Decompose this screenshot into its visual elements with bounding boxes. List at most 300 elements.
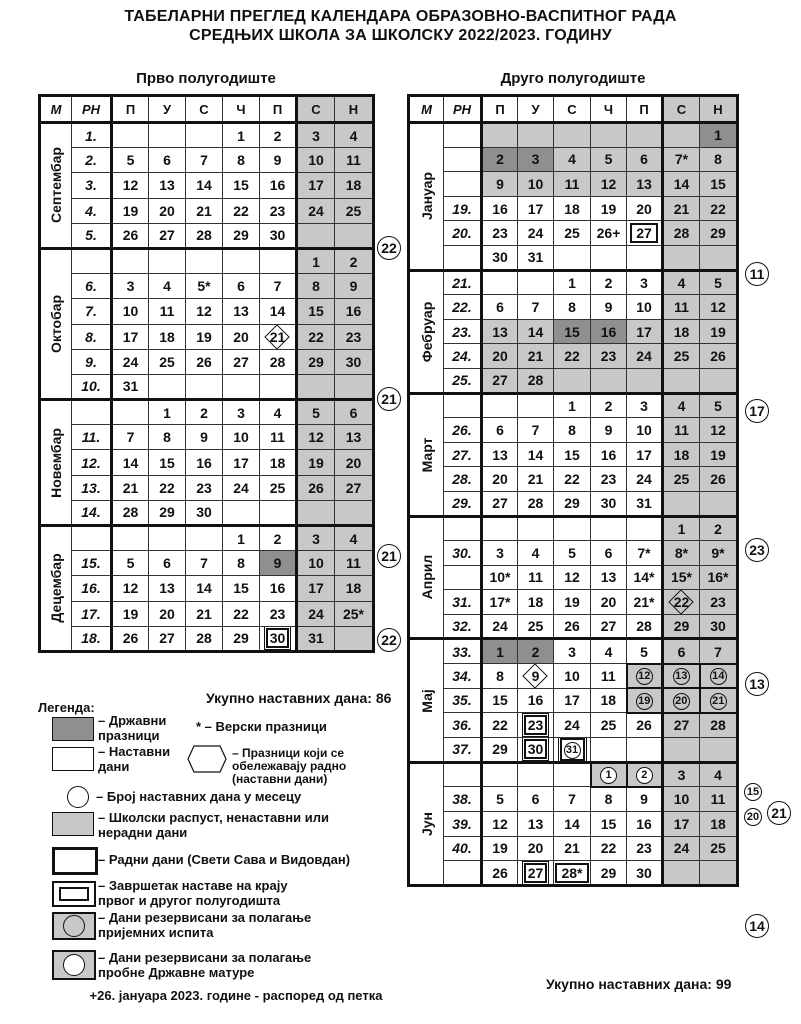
day-cell: 13 bbox=[335, 425, 374, 450]
day-cell: 26 bbox=[112, 223, 149, 248]
day-cell: 27 bbox=[482, 368, 518, 393]
day-cell: 31 bbox=[112, 374, 149, 399]
week-row bbox=[409, 590, 738, 615]
second-half-total bbox=[546, 976, 731, 992]
day-cell: 11 bbox=[518, 565, 554, 590]
legend-work-days: – Радни дани (Свети Сава и Видовдан) bbox=[98, 852, 351, 867]
day-cell: 28 bbox=[260, 349, 297, 374]
day-cell: 15 bbox=[223, 576, 260, 601]
day-cell: 24 bbox=[627, 344, 663, 369]
week-row bbox=[409, 368, 738, 393]
day-cell: 2 bbox=[591, 393, 627, 418]
day-cell: 15 bbox=[297, 299, 335, 324]
day-cell: 14 bbox=[112, 450, 149, 475]
day-cell bbox=[591, 123, 627, 148]
day-cell: 28 bbox=[518, 368, 554, 393]
day-cell: 24 bbox=[223, 475, 260, 500]
title-line-2: СРЕДЊИХ ШКОЛА ЗА ШКОЛСКУ 2022/2023. ГОДИНУ bbox=[189, 27, 612, 44]
week-row bbox=[40, 198, 374, 223]
day-cell: 18 bbox=[260, 450, 297, 475]
legend-school-break: – Школски распуст, ненаставни или нерадни дани bbox=[98, 810, 329, 840]
month-count-circle: 21 bbox=[377, 544, 401, 568]
day-cell: 17 bbox=[297, 173, 335, 198]
day-cell bbox=[335, 223, 374, 248]
day-cell bbox=[186, 526, 223, 551]
day-cell: 31 bbox=[554, 737, 591, 762]
week-number: 21. bbox=[444, 270, 482, 295]
day-cell: 20 bbox=[335, 450, 374, 475]
day-cell: 10 bbox=[663, 787, 700, 812]
day-cell bbox=[482, 123, 518, 148]
legend-count-days-text: Број наставних дана у месецу bbox=[106, 789, 302, 804]
day-cell: 21 bbox=[700, 688, 738, 713]
day-cell: 28 bbox=[663, 221, 700, 246]
day-cell: 17 bbox=[627, 319, 663, 344]
week-number: 4. bbox=[72, 198, 112, 223]
day-cell: 17 bbox=[112, 324, 149, 349]
day-cell: 18 bbox=[335, 576, 374, 601]
week-number: 15. bbox=[72, 551, 112, 576]
day-cell bbox=[663, 123, 700, 148]
day-cell: 6 bbox=[149, 148, 186, 173]
day-cell: 2 bbox=[518, 639, 554, 664]
day-cell bbox=[260, 248, 297, 273]
day-cell bbox=[627, 737, 663, 762]
day-cell: 11 bbox=[700, 787, 738, 812]
day-cell: 30 bbox=[518, 737, 554, 762]
day-cell: 7 bbox=[518, 418, 554, 443]
day-cell: 13 bbox=[518, 812, 554, 837]
day-cell: 24 bbox=[112, 349, 149, 374]
day-cell: 26 bbox=[627, 713, 663, 738]
day-cell bbox=[335, 374, 374, 399]
week-row bbox=[40, 576, 374, 601]
day-cell: 30 bbox=[700, 614, 738, 639]
month-label: Фебруар bbox=[409, 270, 444, 393]
day-cell: 19 bbox=[627, 688, 663, 713]
day-cell: 15 bbox=[554, 442, 591, 467]
month-count-circle: 13 bbox=[745, 672, 769, 696]
day-cell: 29 bbox=[223, 223, 260, 248]
day-cell: 20 bbox=[627, 196, 663, 221]
day-cell: 15 bbox=[149, 450, 186, 475]
day-cell: 6 bbox=[482, 418, 518, 443]
day-cell: 27 bbox=[223, 349, 260, 374]
day-cell: 12 bbox=[591, 172, 627, 197]
day-cell: 23 bbox=[700, 590, 738, 615]
day-cell: 14 bbox=[518, 319, 554, 344]
day-cell: 12 bbox=[112, 173, 149, 198]
day-cell bbox=[149, 374, 186, 399]
day-cell: 17* bbox=[482, 590, 518, 615]
day-cell: 3 bbox=[223, 400, 260, 425]
day-cell: 9* bbox=[700, 541, 738, 566]
week-row bbox=[409, 762, 738, 787]
legend-exam-swatch bbox=[52, 912, 96, 940]
week-number bbox=[444, 861, 482, 886]
week-row bbox=[409, 836, 738, 861]
week-row bbox=[409, 713, 738, 738]
day-cell bbox=[518, 516, 554, 541]
day-cell: 3 bbox=[627, 270, 663, 295]
month-label: Октобар bbox=[40, 248, 72, 399]
week-row bbox=[40, 223, 374, 248]
day-cell bbox=[112, 526, 149, 551]
week-number bbox=[444, 172, 482, 197]
day-cell: 26+ bbox=[591, 221, 627, 246]
day-cell: 13 bbox=[149, 173, 186, 198]
day-cell: 7 bbox=[186, 551, 223, 576]
day-cell: 14 bbox=[518, 442, 554, 467]
day-cell: 26 bbox=[700, 467, 738, 492]
day-cell: 10 bbox=[518, 172, 554, 197]
day-cell: 12 bbox=[554, 565, 591, 590]
week-row bbox=[409, 221, 738, 246]
day-cell: 15 bbox=[554, 319, 591, 344]
month-label: Новембар bbox=[40, 400, 72, 526]
day-cell: 19 bbox=[591, 196, 627, 221]
day-cell: 2 bbox=[627, 762, 663, 787]
day-cell: 20 bbox=[663, 688, 700, 713]
day-cell: 10 bbox=[112, 299, 149, 324]
day-cell: 4 bbox=[663, 270, 700, 295]
legend-entrance-exams: – Дани резервисани за полагање пријемних испита bbox=[98, 910, 312, 940]
day-cell: 1 bbox=[223, 526, 260, 551]
day-cell bbox=[112, 248, 149, 273]
day-cell: 29 bbox=[591, 861, 627, 886]
day-cell: 18 bbox=[663, 319, 700, 344]
day-cell bbox=[482, 516, 518, 541]
week-number: 12. bbox=[72, 450, 112, 475]
week-number: 7. bbox=[72, 299, 112, 324]
day-cell: 9 bbox=[186, 425, 223, 450]
week-row bbox=[40, 173, 374, 198]
day-cell: 22 bbox=[591, 836, 627, 861]
day-cell: 20 bbox=[223, 324, 260, 349]
month-count-circle: 21 bbox=[377, 387, 401, 411]
day-cell: 6 bbox=[149, 551, 186, 576]
legend-matura-text: Дани резервисани за полагање пробне Државне матуре bbox=[98, 950, 312, 980]
day-cell: 8 bbox=[149, 425, 186, 450]
week-number: 23. bbox=[444, 319, 482, 344]
day-cell: 11 bbox=[591, 664, 627, 689]
day-cell: 9 bbox=[591, 295, 627, 320]
day-cell: 27 bbox=[335, 475, 374, 500]
week-row bbox=[409, 491, 738, 516]
day-cell: 16 bbox=[260, 173, 297, 198]
month-label: Април bbox=[409, 516, 444, 639]
week-number: 11. bbox=[72, 425, 112, 450]
second-half-title: Друго полугодиште bbox=[500, 70, 646, 87]
day-cell bbox=[149, 248, 186, 273]
day-cell: 21 bbox=[554, 836, 591, 861]
day-cell: 30 bbox=[482, 245, 518, 270]
month-label: Март bbox=[409, 393, 444, 516]
day-cell bbox=[554, 123, 591, 148]
month-count-circle-small: 15 bbox=[744, 783, 762, 801]
day-cell: 24 bbox=[627, 467, 663, 492]
week-row bbox=[409, 196, 738, 221]
day-cell: 26 bbox=[297, 475, 335, 500]
day-cell: 20 bbox=[591, 590, 627, 615]
day-cell: 27 bbox=[518, 861, 554, 886]
day-cell bbox=[663, 245, 700, 270]
week-row bbox=[409, 393, 738, 418]
day-cell: 23 bbox=[518, 713, 554, 738]
day-cell: 2 bbox=[335, 248, 374, 273]
header-day: П bbox=[260, 96, 297, 123]
day-cell: 5 bbox=[627, 639, 663, 664]
day-cell: 2 bbox=[260, 526, 297, 551]
day-cell: 11 bbox=[663, 418, 700, 443]
day-cell: 10* bbox=[482, 565, 518, 590]
day-cell: 12 bbox=[482, 812, 518, 837]
day-cell: 31 bbox=[627, 491, 663, 516]
day-cell: 20 bbox=[482, 344, 518, 369]
header-day: Н bbox=[335, 96, 374, 123]
week-number: 35. bbox=[444, 688, 482, 713]
legend-count-days: – Број наставних дана у месецу bbox=[96, 789, 302, 804]
day-cell bbox=[335, 500, 374, 525]
week-number: 3. bbox=[72, 173, 112, 198]
header-day: С bbox=[186, 96, 223, 123]
day-cell bbox=[260, 374, 297, 399]
day-cell bbox=[223, 374, 260, 399]
day-cell bbox=[663, 737, 700, 762]
header-rn: РН bbox=[72, 96, 112, 123]
day-cell: 15 bbox=[223, 173, 260, 198]
day-cell: 16 bbox=[482, 196, 518, 221]
day-cell: 6 bbox=[223, 274, 260, 299]
day-cell: 1 bbox=[700, 123, 738, 148]
day-cell bbox=[223, 248, 260, 273]
day-cell bbox=[149, 526, 186, 551]
day-cell: 21 bbox=[518, 344, 554, 369]
legend-matura: – Дани резервисани за полагање пробне Државне матуре bbox=[98, 950, 312, 980]
week-row bbox=[40, 425, 374, 450]
day-cell: 8 bbox=[223, 148, 260, 173]
day-cell: 14 bbox=[186, 173, 223, 198]
day-cell: 22 bbox=[554, 344, 591, 369]
week-number: 39. bbox=[444, 812, 482, 837]
day-cell: 22 bbox=[223, 601, 260, 626]
day-cell: 28 bbox=[627, 614, 663, 639]
day-cell: 6 bbox=[518, 787, 554, 812]
day-cell: 26 bbox=[700, 344, 738, 369]
day-cell: 4 bbox=[591, 639, 627, 664]
day-cell bbox=[627, 516, 663, 541]
day-cell: 14* bbox=[627, 565, 663, 590]
day-cell: 20 bbox=[482, 467, 518, 492]
day-cell: 10 bbox=[554, 664, 591, 689]
day-cell: 16 bbox=[260, 576, 297, 601]
day-cell: 2 bbox=[186, 400, 223, 425]
legend-end-of-classes: – Завршетак наставе на крају првог и другог полугодишта bbox=[98, 878, 288, 908]
day-cell: 30 bbox=[335, 349, 374, 374]
header-rn: РН bbox=[444, 96, 482, 123]
day-cell: 8 bbox=[700, 147, 738, 172]
legend-religious: * – Верски празници bbox=[196, 719, 327, 734]
day-cell: 7* bbox=[663, 147, 700, 172]
week-number: 25. bbox=[444, 368, 482, 393]
month-label: Јануар bbox=[409, 123, 444, 271]
week-row bbox=[409, 664, 738, 689]
legend-state-holidays: – Државни празници bbox=[98, 713, 167, 743]
legend-teaching-days-text: Наставни дани bbox=[98, 744, 171, 774]
week-number: 27. bbox=[444, 442, 482, 467]
day-cell: 21* bbox=[627, 590, 663, 615]
day-cell: 8* bbox=[663, 541, 700, 566]
header-day: Ч bbox=[591, 96, 627, 123]
day-cell: 7 bbox=[260, 274, 297, 299]
week-row bbox=[40, 450, 374, 475]
day-cell: 11 bbox=[663, 295, 700, 320]
day-cell: 16* bbox=[700, 565, 738, 590]
day-cell: 30 bbox=[186, 500, 223, 525]
day-cell: 28 bbox=[518, 491, 554, 516]
day-cell: 29 bbox=[554, 491, 591, 516]
legend-teaching-swatch bbox=[52, 747, 94, 771]
day-cell: 27 bbox=[149, 626, 186, 651]
day-cell: 17 bbox=[223, 450, 260, 475]
day-cell: 25 bbox=[700, 836, 738, 861]
legend-work-days-text: Радни дани (Свети Сава и Видовдан) bbox=[108, 852, 351, 867]
legend-holiday-swatch bbox=[52, 717, 94, 741]
day-cell: 2 bbox=[591, 270, 627, 295]
day-cell: 12 bbox=[700, 295, 738, 320]
week-row bbox=[40, 324, 374, 349]
day-cell: 7* bbox=[627, 541, 663, 566]
day-cell: 11 bbox=[260, 425, 297, 450]
day-cell bbox=[700, 245, 738, 270]
header-day: У bbox=[518, 96, 554, 123]
day-cell: 7 bbox=[518, 295, 554, 320]
day-cell: 1 bbox=[663, 516, 700, 541]
week-number bbox=[72, 248, 112, 273]
month-count-circle: 17 bbox=[745, 399, 769, 423]
week-number: 33. bbox=[444, 639, 482, 664]
day-cell: 19 bbox=[482, 836, 518, 861]
week-number: 31. bbox=[444, 590, 482, 615]
day-cell: 18 bbox=[663, 442, 700, 467]
day-cell: 25 bbox=[149, 349, 186, 374]
day-cell: 25 bbox=[554, 221, 591, 246]
day-cell: 6 bbox=[627, 147, 663, 172]
day-cell: 20 bbox=[149, 198, 186, 223]
day-cell: 4 bbox=[663, 393, 700, 418]
day-cell: 9 bbox=[518, 664, 554, 689]
month-count-circle: 22 bbox=[377, 236, 401, 260]
week-number bbox=[444, 762, 482, 787]
week-row bbox=[40, 374, 374, 399]
day-cell: 23 bbox=[482, 221, 518, 246]
day-cell: 3 bbox=[663, 762, 700, 787]
header-m: М bbox=[40, 96, 72, 123]
header-day: С bbox=[554, 96, 591, 123]
week-row bbox=[40, 551, 374, 576]
day-cell: 24 bbox=[663, 836, 700, 861]
day-cell: 2 bbox=[260, 123, 297, 148]
month-label: Јун bbox=[409, 762, 444, 885]
legend-marked-holidays-text: Празници који се обележавају радно (наставни дани) bbox=[232, 746, 347, 786]
day-cell: 3 bbox=[627, 393, 663, 418]
day-cell: 16 bbox=[335, 299, 374, 324]
day-cell: 22 bbox=[554, 467, 591, 492]
day-cell: 7 bbox=[112, 425, 149, 450]
week-row bbox=[40, 248, 374, 273]
week-row bbox=[409, 737, 738, 762]
week-row bbox=[409, 245, 738, 270]
week-number: 1. bbox=[72, 123, 112, 148]
day-cell bbox=[700, 491, 738, 516]
week-number: 2. bbox=[72, 148, 112, 173]
day-cell: 25 bbox=[591, 713, 627, 738]
day-cell: 8 bbox=[297, 274, 335, 299]
day-cell: 28 bbox=[186, 223, 223, 248]
legend-end-of-classes-text: Завршетак наставе на крају првог и другог полугодишта bbox=[98, 878, 288, 908]
day-cell: 23 bbox=[335, 324, 374, 349]
day-cell: 16 bbox=[627, 812, 663, 837]
day-cell: 24 bbox=[297, 601, 335, 626]
header-day: С bbox=[663, 96, 700, 123]
month-count-circle: 14 bbox=[745, 914, 769, 938]
day-cell: 17 bbox=[627, 442, 663, 467]
day-cell: 5 bbox=[554, 541, 591, 566]
day-cell bbox=[591, 368, 627, 393]
day-cell bbox=[518, 123, 554, 148]
day-cell: 26 bbox=[554, 614, 591, 639]
week-number: 26. bbox=[444, 418, 482, 443]
day-cell bbox=[627, 368, 663, 393]
day-cell: 3 bbox=[518, 147, 554, 172]
day-cell: 28 bbox=[186, 626, 223, 651]
second-half-total-value: 99 bbox=[715, 976, 732, 992]
day-cell: 29 bbox=[482, 737, 518, 762]
day-cell: 12 bbox=[297, 425, 335, 450]
legend-entrance-exams-text: Дани резервисани за полагање пријемних испита bbox=[98, 910, 312, 940]
week-row bbox=[409, 123, 738, 148]
day-cell bbox=[186, 248, 223, 273]
week-number bbox=[444, 147, 482, 172]
day-cell: 5 bbox=[482, 787, 518, 812]
legend-marked-holidays: – Празници који се обележавају радно (наставни дани) bbox=[232, 746, 347, 786]
day-cell: 29 bbox=[700, 221, 738, 246]
day-cell: 8 bbox=[591, 787, 627, 812]
day-cell: 4 bbox=[518, 541, 554, 566]
day-cell: 13 bbox=[149, 576, 186, 601]
week-number: 40. bbox=[444, 836, 482, 861]
day-cell: 23 bbox=[260, 601, 297, 626]
day-cell: 21 bbox=[112, 475, 149, 500]
day-cell bbox=[554, 245, 591, 270]
week-row bbox=[409, 418, 738, 443]
day-cell: 29 bbox=[223, 626, 260, 651]
week-number bbox=[72, 526, 112, 551]
day-cell: 6 bbox=[335, 400, 374, 425]
day-cell: 24 bbox=[297, 198, 335, 223]
day-cell: 30 bbox=[260, 223, 297, 248]
day-cell: 24 bbox=[518, 221, 554, 246]
day-cell bbox=[149, 123, 186, 148]
day-cell: 22 bbox=[663, 590, 700, 615]
day-cell bbox=[482, 762, 518, 787]
day-cell: 24 bbox=[482, 614, 518, 639]
week-number: 32. bbox=[444, 614, 482, 639]
day-cell bbox=[518, 762, 554, 787]
week-number: 16. bbox=[72, 576, 112, 601]
day-cell: 14 bbox=[700, 664, 738, 689]
day-cell: 26 bbox=[186, 349, 223, 374]
